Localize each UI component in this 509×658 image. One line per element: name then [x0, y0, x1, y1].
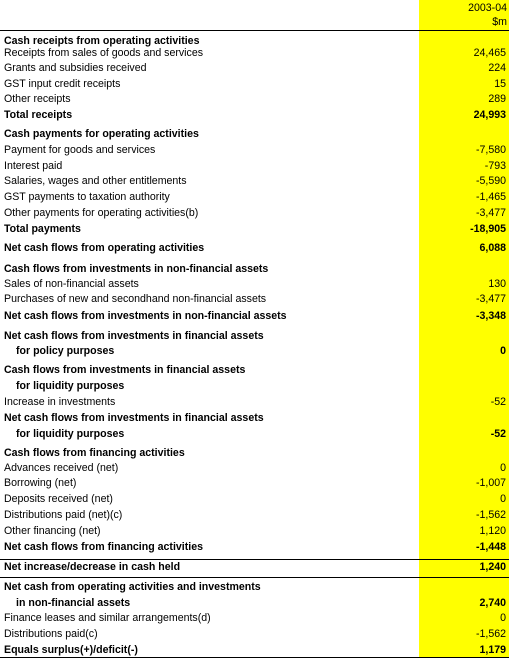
- row-label: Net cash flows from investments in non-financial assets: [4, 310, 287, 322]
- row-label: GST payments to taxation authority: [4, 191, 170, 203]
- row-label: Net cash flows from financing activities: [4, 541, 203, 553]
- row-value: -1,007: [475, 477, 506, 489]
- row-label: Salaries, wages and other entitlements: [4, 175, 187, 187]
- column-year-header: 2003-04: [468, 2, 507, 14]
- row-value: -1,562: [475, 628, 506, 640]
- row-label: Cash flows from investments in financial assets: [4, 364, 246, 376]
- row-value: 0: [500, 493, 506, 505]
- row-value: 130: [488, 278, 506, 290]
- row-label: Receipts from sales of goods and services: [4, 47, 204, 59]
- row-value: -52: [490, 428, 506, 440]
- table-row: [0, 241, 509, 256]
- row-value: 15: [494, 78, 506, 90]
- row-label: Cash receipts from operating activities: [4, 35, 200, 47]
- table-row: [0, 206, 509, 221]
- column-unit-header: $m: [492, 16, 507, 28]
- table-row: [0, 446, 509, 461]
- row-value: -7,580: [475, 144, 506, 156]
- row-value: 6,088: [479, 242, 506, 254]
- row-label: Net cash flows from investments in financial assets: [4, 412, 264, 424]
- row-label: Total payments: [4, 223, 81, 235]
- row-value: -18,905: [470, 223, 506, 235]
- row-label: Equals surplus(+)/deficit(-): [4, 644, 138, 656]
- row-label: Sales of non-financial assets: [4, 278, 139, 290]
- table-row: [0, 46, 509, 61]
- table-row: [0, 611, 509, 626]
- row-value: 24,993: [473, 109, 506, 121]
- row-label: Cash flows from financing activities: [4, 447, 185, 459]
- row-label: Purchases of new and secondhand non-financial assets: [4, 293, 267, 305]
- row-value: -52: [490, 396, 506, 408]
- row-label: Net increase/decrease in cash held: [4, 561, 181, 573]
- row-value: 1,120: [479, 525, 506, 537]
- table-row: [0, 292, 509, 307]
- table-row: [0, 427, 509, 442]
- row-label: Total receipts: [4, 109, 73, 121]
- row-label: Other payments for operating activities(b): [4, 207, 199, 219]
- table-row: [0, 643, 509, 658]
- table-row: [0, 77, 509, 92]
- row-value: -793: [484, 160, 506, 172]
- row-value: -1,562: [475, 509, 506, 521]
- table-row: [0, 222, 509, 237]
- row-label: Interest paid: [4, 160, 63, 172]
- row-label: Deposits received (net): [4, 493, 113, 505]
- row-value: 2,740: [479, 597, 506, 609]
- row-label: for policy purposes: [16, 345, 115, 357]
- table-row: [0, 580, 509, 595]
- row-value: -1,465: [475, 191, 506, 203]
- section-rule: [0, 559, 509, 560]
- table-row: [0, 344, 509, 359]
- table-row: [0, 174, 509, 189]
- table-row: [0, 508, 509, 523]
- table-row: [0, 143, 509, 158]
- row-label: Cash flows from investments in non-financial assets: [4, 263, 269, 275]
- table-row: [0, 524, 509, 539]
- row-value: 224: [488, 62, 506, 74]
- table-row: [0, 560, 509, 575]
- row-label: Increase in investments: [4, 396, 116, 408]
- header-rule: [0, 30, 509, 31]
- row-label: for liquidity purposes: [16, 380, 125, 392]
- table-row: [0, 108, 509, 123]
- row-value: 289: [488, 93, 506, 105]
- table-row: [0, 127, 509, 142]
- table-row: [0, 92, 509, 107]
- table-row: [0, 492, 509, 507]
- row-value: -3,477: [475, 207, 506, 219]
- row-label: Grants and subsidies received: [4, 62, 147, 74]
- table-row: [0, 329, 509, 344]
- row-value: 0: [500, 612, 506, 624]
- row-label: GST input credit receipts: [4, 78, 121, 90]
- table-row: [0, 61, 509, 76]
- table-row: [0, 309, 509, 324]
- table-row: [0, 627, 509, 642]
- row-label: Cash payments for operating activities: [4, 128, 199, 140]
- row-value: 1,179: [479, 644, 506, 656]
- table-row: [0, 476, 509, 491]
- row-value: -3,477: [475, 293, 506, 305]
- row-value: 1,240: [479, 561, 506, 573]
- row-label: Net cash from operating activities and investments: [4, 581, 261, 593]
- table-row: [0, 379, 509, 394]
- table-row: [0, 395, 509, 410]
- row-value: 0: [500, 462, 506, 474]
- row-label: Advances received (net): [4, 462, 119, 474]
- table-row: [0, 190, 509, 205]
- row-label: for liquidity purposes: [16, 428, 125, 440]
- table-row: [0, 277, 509, 292]
- table-row: [0, 411, 509, 426]
- row-label: in non-financial assets: [16, 597, 131, 609]
- row-label: Distributions paid (net)(c): [4, 509, 123, 521]
- table-row: [0, 363, 509, 378]
- section-rule: [0, 577, 509, 578]
- row-value: 24,465: [473, 47, 506, 59]
- table-row: [0, 262, 509, 277]
- row-value: -3,348: [475, 310, 506, 322]
- row-label: Distributions paid(c): [4, 628, 98, 640]
- row-label: Other financing (net): [4, 525, 101, 537]
- table-row: [0, 461, 509, 476]
- row-label: Net cash flows from operating activities: [4, 242, 205, 254]
- table-row: [0, 540, 509, 555]
- row-value: -1,448: [475, 541, 506, 553]
- row-label: Payment for goods and services: [4, 144, 156, 156]
- row-value: -5,590: [475, 175, 506, 187]
- row-label: Borrowing (net): [4, 477, 77, 489]
- table-row: [0, 596, 509, 611]
- table-row: [0, 159, 509, 174]
- row-label: Net cash flows from investments in financial assets: [4, 330, 264, 342]
- row-label: Finance leases and similar arrangements(d): [4, 612, 211, 624]
- row-value: 0: [500, 345, 506, 357]
- row-label: Other receipts: [4, 93, 71, 105]
